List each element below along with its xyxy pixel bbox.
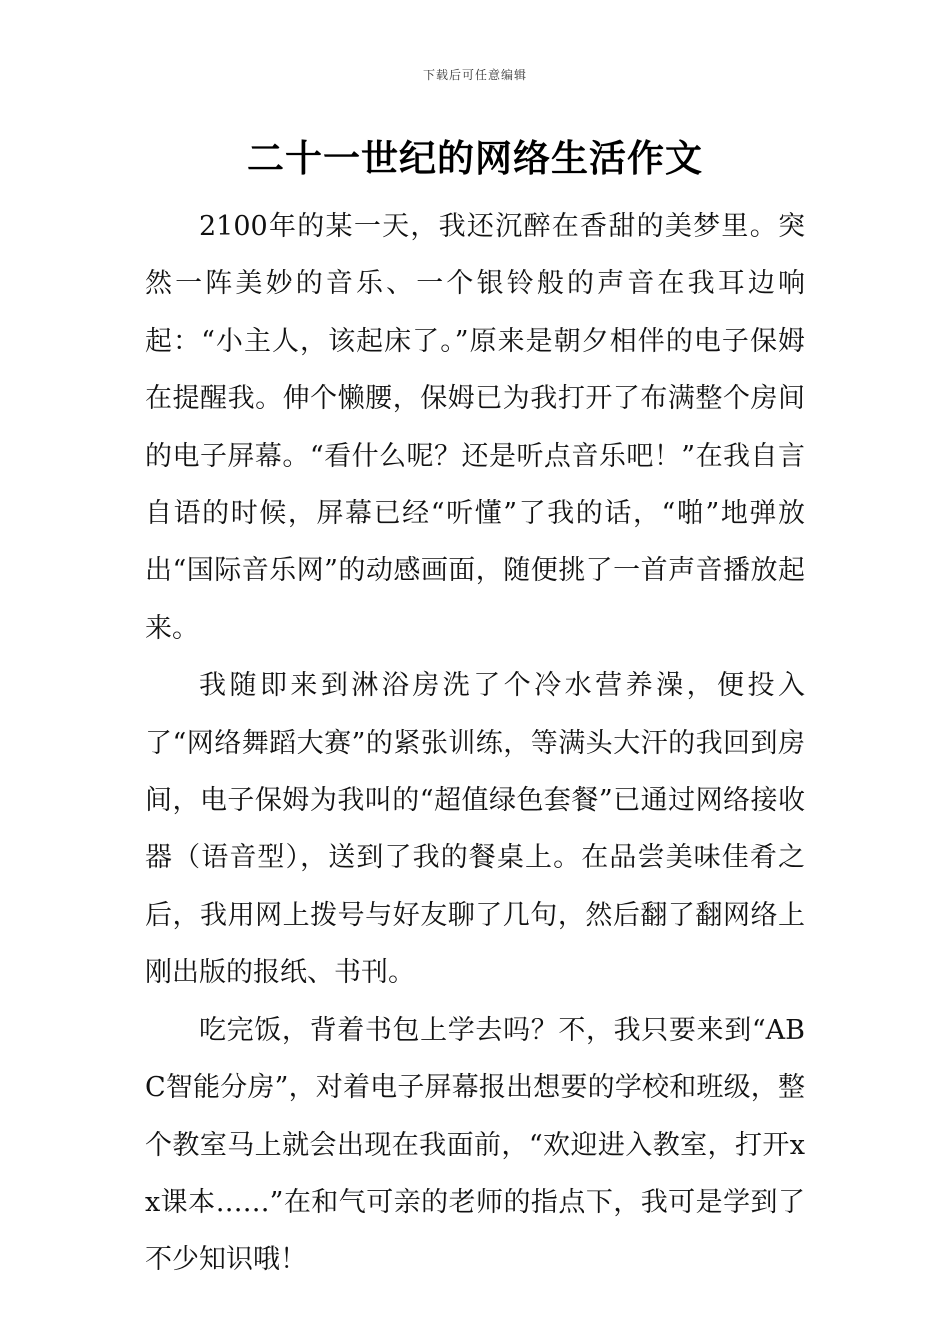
paragraph-1: 2100年的某一天，我还沉醉在香甜的美梦里。突然一阵美妙的音乐、一个银铃般的声音在我耳边响起：“小主人，该起床了。”原来是朝夕相伴的电子保姆在提醒我。伸个懒腰，保姆已为我打开了布满整个房间的电子屏幕。“看什么呢？还是听点音乐吧！”在我自言自语的时候，屏幕已经“听懂”了我的话，“啪”地弹放出“国际音乐网”的动感画面，随便挑了一首声音播放起来。 [145,211,805,644]
paragraph-2: 我随即来到淋浴房洗了个冷水营养澡，便投入了“网络舞蹈大赛”的紧张训练，等满头大汗的我回到房间，电子保姆为我叫的“超值绿色套餐”已通过网络接收器（语音型），送到了我的餐桌上。在品尝美味佳肴之后，我用网上拨号与好友聊了几句，然后翻了翻网络上刚出版的报纸、书刊。 [145,670,805,989]
document-title: 二十一世纪的网络生活作文 [247,137,703,180]
document-body [145,198,805,1289]
paragraph-3: 吃完饭，背着书包上学去吗？不，我只要来到“ABC智能分房”，对着电子屏幕报出想要的学校和班级，整个教室马上就会出现在我面前，“欢迎进入教室，打开xx课本……”在和气可亲的老师的指点下，我可是学到了不少知识哦！ [145,1014,805,1276]
header-note: 下载后可任意编辑 [422,68,527,82]
